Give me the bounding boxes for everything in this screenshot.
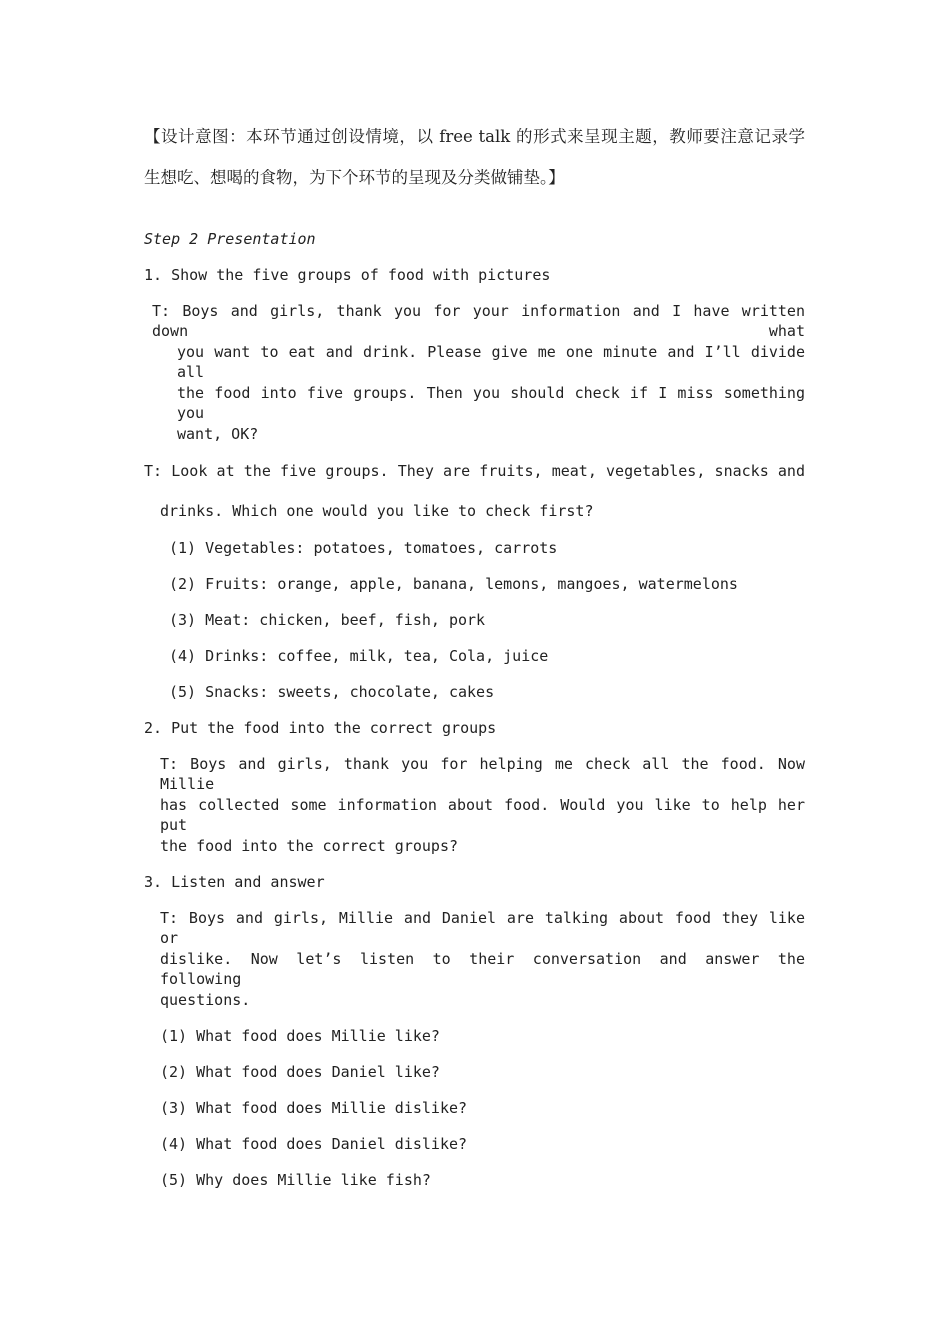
question-item: (4) What food does Daniel dislike? [160,1135,468,1153]
question-item: (3) What food does Millie dislike? [160,1099,468,1117]
design-intent-line-2: 生想吃、想喝的食物，为下个环节的呈现及分类做铺垫。】 [144,168,565,187]
teacher-line: the food into five groups. Then you should check if I miss something you [177,384,805,422]
teacher-line: T: Boys and girls, thank you for your information and I have written down what [152,302,805,340]
question-item: (5) Why does Millie like fish? [160,1171,431,1189]
list-item: (5) Snacks: sweets, chocolate, cakes [169,683,495,701]
teacher-line: T: Look at the five groups. They are fruits, meat, vegetables, snacks and [144,462,805,480]
teacher-line: has collected some information about food. Would you like to help her put [160,796,805,834]
list-item: (3) Meat: chicken, beef, fish, pork [169,611,486,629]
design-intent-line-1: 【设计意图：本环节通过创设情境，以 free talk 的形式来呈现主题，教师要注意记录学 [144,127,805,146]
section-heading-2: 2. Put the food into the correct groups [144,719,497,737]
teacher-line: T: Boys and girls, thank you for helping me check all the food. Now Millie [160,755,805,793]
step-title: Step 2 Presentation [144,230,316,248]
list-item: (4) Drinks: coffee, milk, tea, Cola, juice [169,647,549,665]
teacher-line: drinks. Which one would you like to check first? [160,502,594,520]
list-item: (2) Fruits: orange, apple, banana, lemons, mangoes, watermelons [169,575,738,593]
teacher-line: want, OK? [177,425,259,443]
list-item: (1) Vegetables: potatoes, tomatoes, carrots [169,539,558,557]
teacher-line: you want to eat and drink. Please give me one minute and I’ll divide all [177,343,805,381]
section-heading-1: 1. Show the five groups of food with pictures [144,266,551,284]
section-heading-3: 3. Listen and answer [144,873,325,891]
question-item: (2) What food does Daniel like? [160,1063,440,1081]
teacher-line: dislike. Now let’s listen to their conversation and answer the following [160,950,805,988]
teacher-line: the food into the correct groups? [160,837,459,855]
question-item: (1) What food does Millie like? [160,1027,440,1045]
teacher-line: T: Boys and girls, Millie and Daniel are talking about food they like or [160,909,805,947]
teacher-line: questions. [160,991,251,1009]
